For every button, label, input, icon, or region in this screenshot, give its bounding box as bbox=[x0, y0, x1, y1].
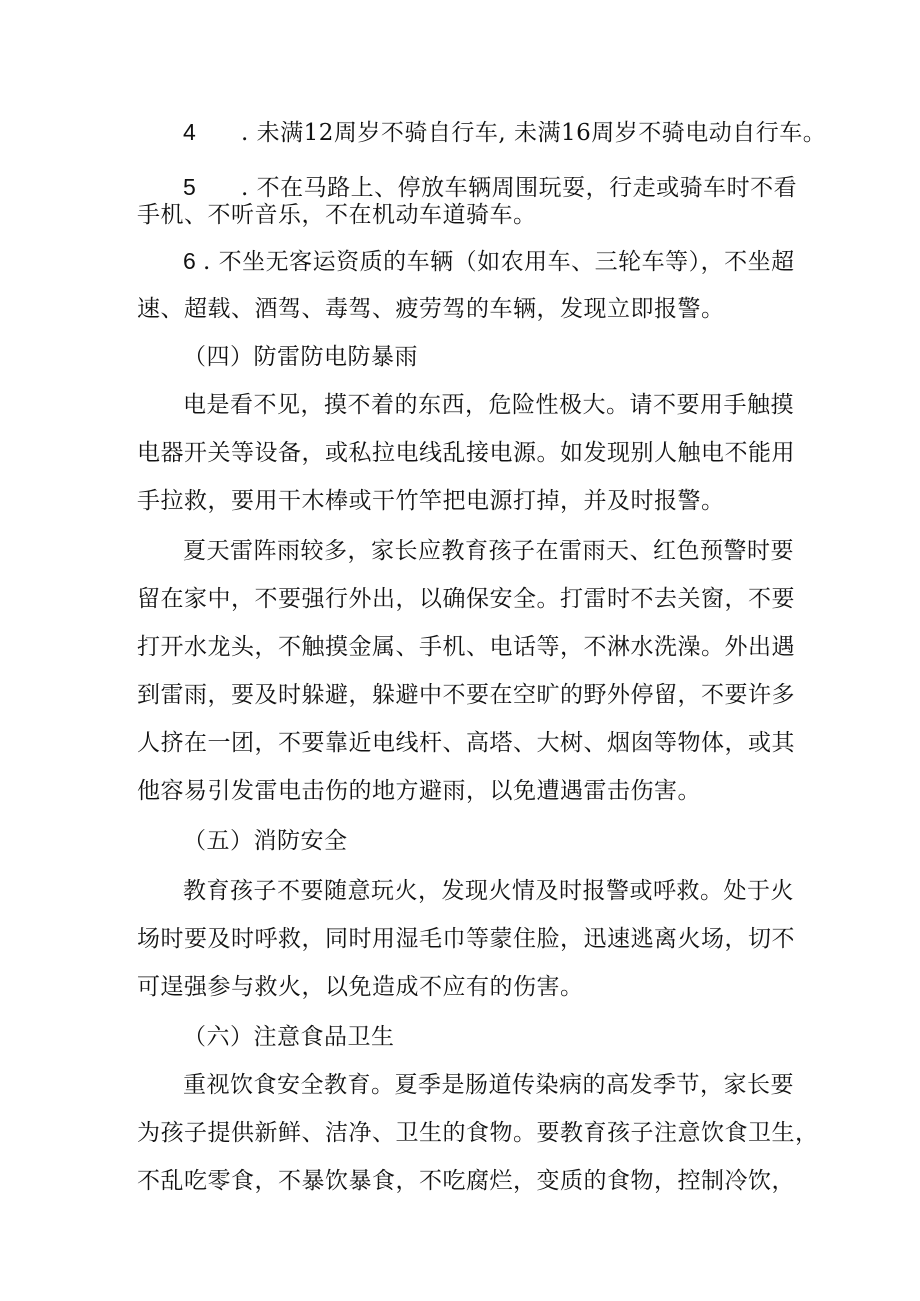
paragraph-line: 夏天雷阵雨较多，家长应教育孩子在雷雨天、红色预警时要 bbox=[183, 538, 794, 564]
paragraph-line: 到雷雨，要及时躲避，躲避中不要在空旷的野外停留，不要许多 bbox=[137, 682, 795, 708]
section-heading: （六）注意食品卫生 bbox=[183, 1024, 395, 1050]
section-heading: （五）消防安全 bbox=[183, 828, 348, 854]
list-item-5 bbox=[183, 172, 797, 203]
paragraph-line: 电是看不见，摸不着的东西，危险性极大。请不要用手触摸 bbox=[183, 392, 794, 418]
item-number: 5 bbox=[183, 174, 197, 200]
item-number: 4 bbox=[183, 119, 197, 145]
paragraph-line: 他容易引发雷电击伤的地方避雨，以免遭遇雷击伤害。 bbox=[137, 778, 701, 804]
item-text-continued: 速、超载、酒驾、毒驾、疲劳驾的车辆，发现立即报警。 bbox=[137, 296, 725, 322]
list-item-6 bbox=[183, 246, 795, 277]
paragraph-line: 手拉救，要用干木棒或干竹竿把电源打掉，并及时报警。 bbox=[137, 488, 725, 514]
paragraph-line: 不乱吃零食，不暴饮暴食，不吃腐烂，变质的食物，控制冷饮， bbox=[137, 1168, 795, 1194]
paragraph-line: 人挤在一团，不要靠近电线杆、高塔、大树、烟囱等物体，或其 bbox=[137, 730, 795, 756]
paragraph-line: 教育孩子不要随意玩火，发现火情及时报警或呼救。处于火 bbox=[183, 878, 794, 904]
section-heading: （四）防雷防电防暴雨 bbox=[183, 344, 418, 370]
item-text: . 不坐无客运资质的车辆（如农用车、三轮车等），不坐超 bbox=[203, 249, 795, 275]
paragraph-line: 电器开关等设备，或私拉电线乱接电源。如发现别人触电不能用 bbox=[137, 440, 795, 466]
paragraph-line: 打开水龙头，不触摸金属、手机、电话等，不淋水洗澡。外出遇 bbox=[137, 634, 795, 660]
paragraph-line: 留在家中，不要强行外出，以确保安全。打雷时不去关窗，不要 bbox=[137, 586, 795, 612]
item-text-continued: 手机、不听音乐，不在机动车道骑车。 bbox=[137, 202, 537, 228]
paragraph-line: 场时要及时呼救，同时用湿毛巾等蒙住脸，迅速逃离火场，切不 bbox=[137, 926, 795, 952]
paragraph-line: 为孩子提供新鲜、洁净、卫生的食物。要教育孩子注意饮食卫生， bbox=[137, 1120, 819, 1146]
paragraph-line: 可逞强参与救火，以免造成不应有的伤害。 bbox=[137, 974, 584, 1000]
list-item-4 bbox=[183, 117, 826, 148]
item-number: 6 bbox=[183, 248, 197, 274]
item-text: . 未满12周岁不骑自行车, 未满16周岁不骑电动自行车。 bbox=[241, 120, 827, 146]
paragraph-line: 重视饮食安全教育。夏季是肠道传染病的高发季节，家长要 bbox=[183, 1072, 794, 1098]
item-text: . 不在马路上、停放车辆周围玩耍，行走或骑车时不看 bbox=[241, 175, 798, 201]
